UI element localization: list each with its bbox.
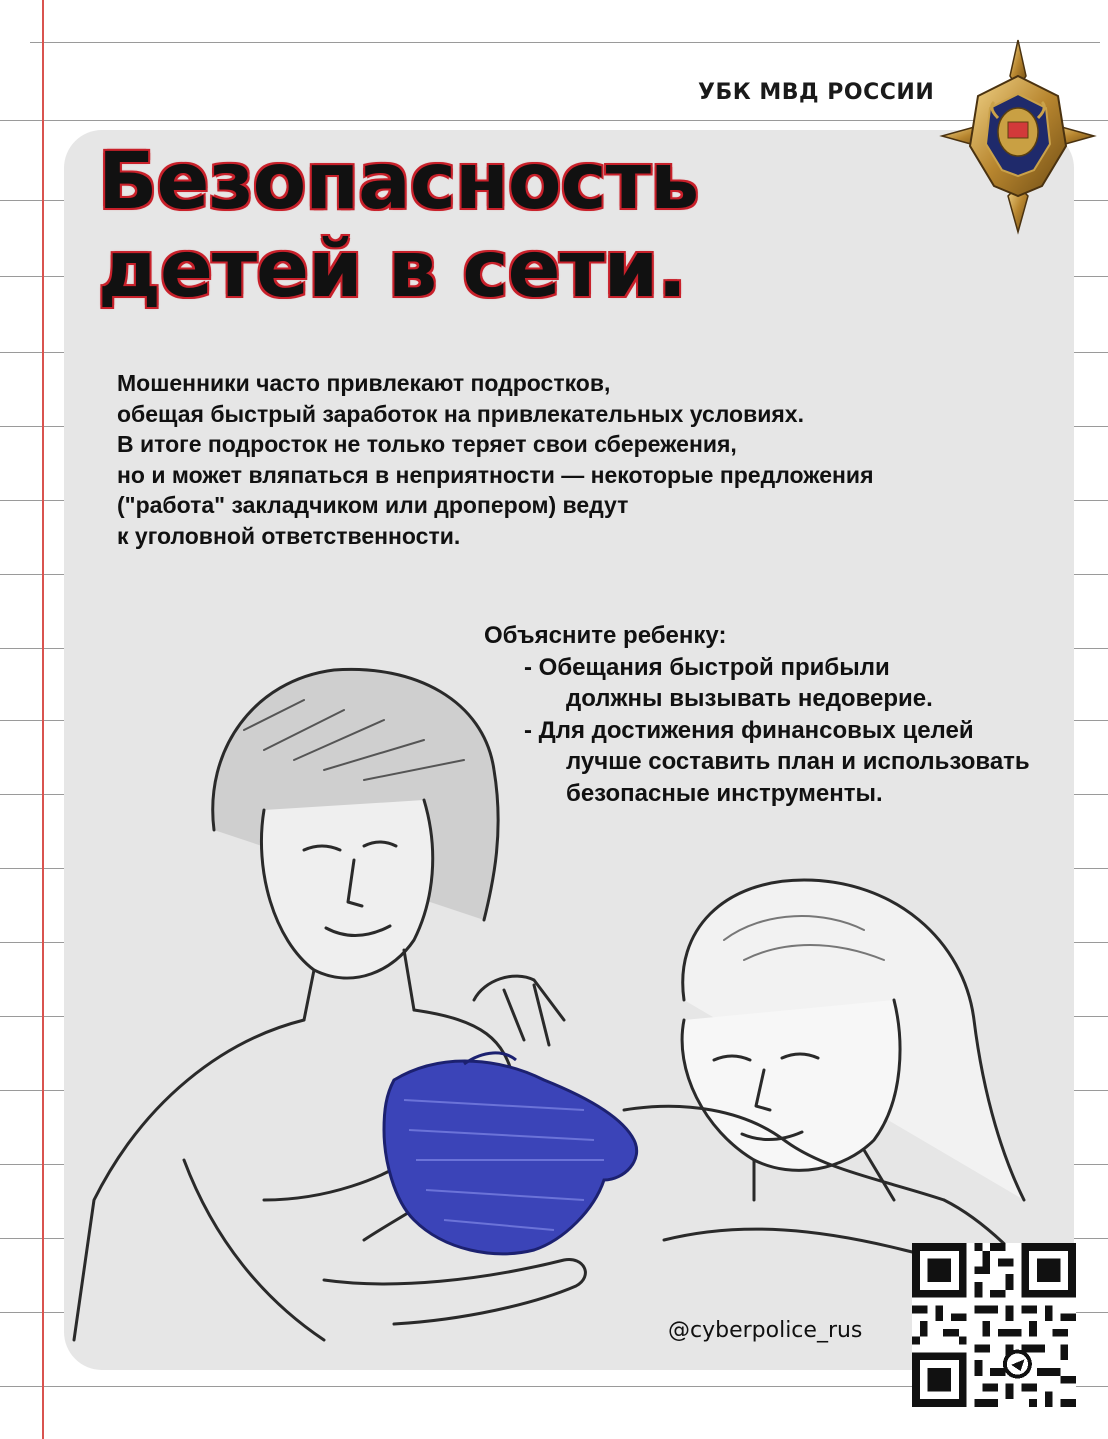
advice-item: - Обещания быстрой прибыли — [524, 653, 890, 681]
advice-heading: Объясните ребенку: — [484, 622, 727, 649]
intro-line: В итоге подросток не только теряет свои сбережения, — [117, 431, 737, 457]
advice-item-continuation: лучше составить план и использовать — [566, 748, 1030, 775]
wallet-icon — [384, 1053, 637, 1254]
intro-line: Мошенники часто привлекают подростков, — [117, 370, 611, 396]
intro-paragraph — [117, 368, 1017, 551]
social-handle[interactable]: @cyberpolice_rus — [668, 1318, 863, 1343]
advice-item-continuation: безопасные инструменты. — [566, 779, 883, 807]
mvd-emblem-icon — [938, 36, 1098, 236]
qr-code-icon[interactable] — [912, 1240, 1076, 1410]
agency-name: УБК МВД РОССИИ — [698, 80, 935, 105]
intro-line: к уголовной ответственности. — [117, 522, 461, 549]
margin-line — [42, 0, 44, 1439]
intro-line: обещая быстрый заработок на привлекательных условиях. — [117, 400, 804, 427]
page-title — [98, 138, 698, 314]
advice-item: - Для достижения финансовых целей — [524, 716, 974, 744]
advice-item-continuation: должны вызывать недоверие. — [566, 685, 933, 712]
advice-block — [484, 620, 1064, 809]
title-line-1: Безопасность — [98, 137, 699, 227]
intro-line: ("работа" закладчиком или дропером) ведут — [117, 492, 629, 518]
title-line-2: детей в сети. — [98, 225, 686, 315]
intro-line: но и может вляпаться в неприятности — некоторые предложения — [117, 461, 874, 488]
